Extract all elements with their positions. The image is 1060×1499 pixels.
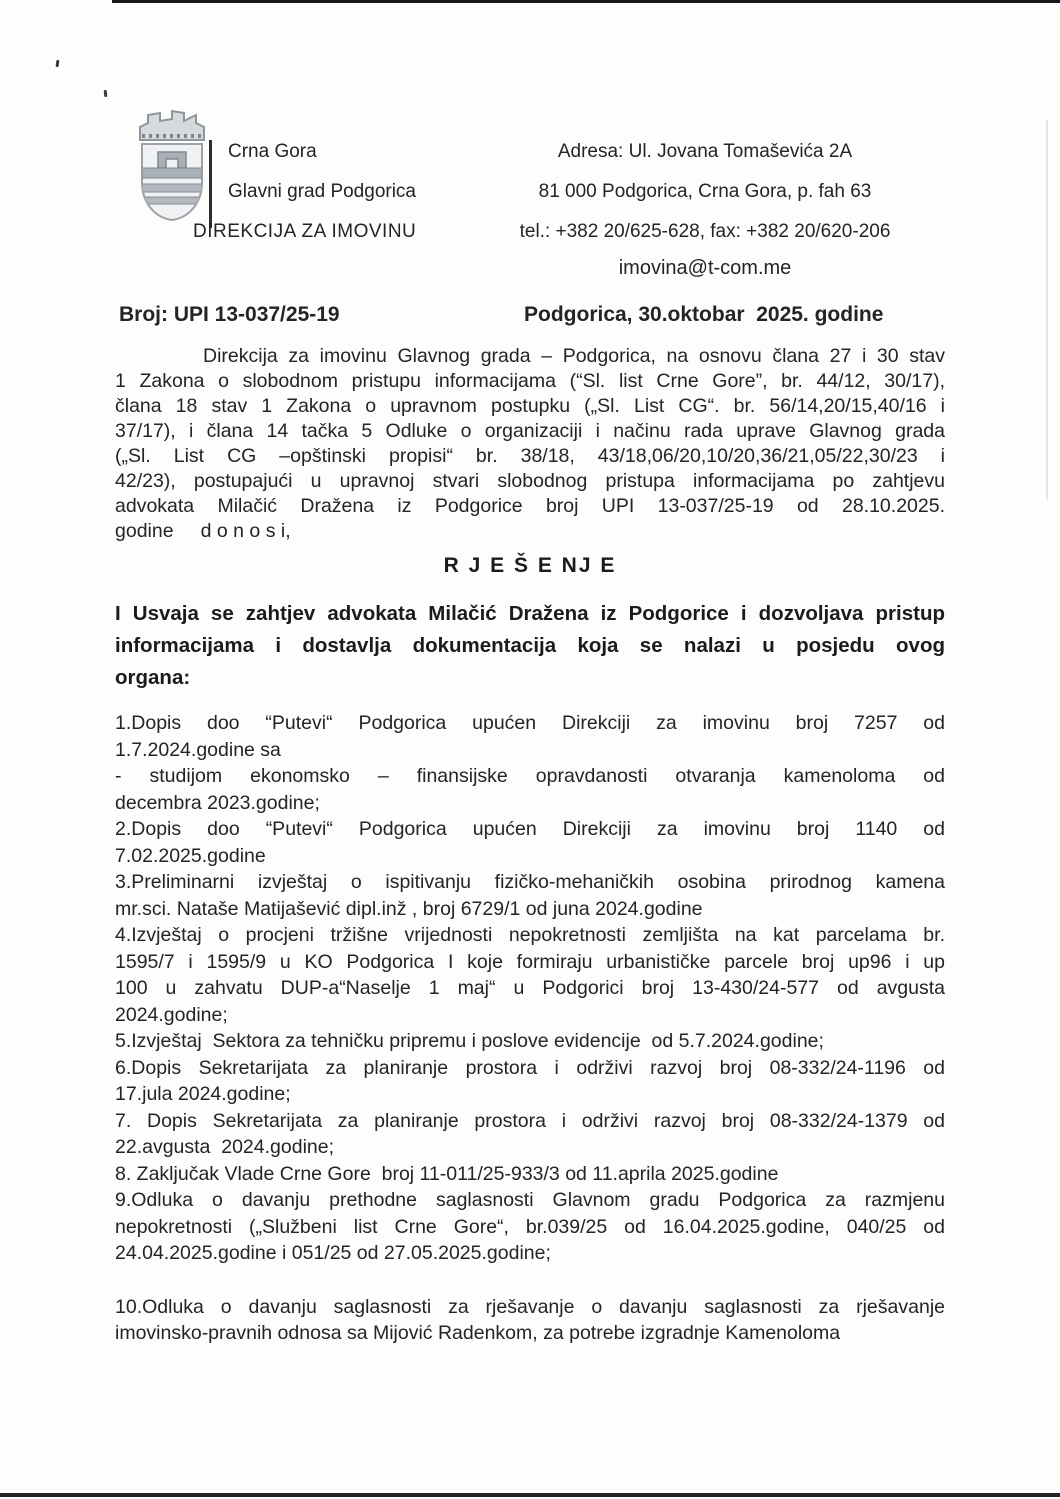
- podgorica-coat-of-arms-icon: [124, 106, 220, 224]
- document-title: R J E Š E NJ E: [443, 554, 617, 577]
- list-line: nepokretnosti („Službeni list Crne Gore“, br.039/25 od 16.04.2025.godine, 040/25 od: [115, 1215, 945, 1238]
- list-line: - studijom ekonomsko – finansijske opravdanosti otvaranja kamenoloma od: [115, 765, 945, 787]
- list-line: 22.avgusta 2024.godine;: [115, 1136, 335, 1158]
- intro-line: 42/23), postupajući u upravnoj stvari slobodnog pristupa informacijama po zahtjevu: [115, 470, 945, 492]
- intro-line: 1 Zakona o slobodnom pristupu informacijama (“Sl. list Crne Gore”, br. 44/12, 30/17),: [115, 370, 945, 392]
- org-department: DIREKCIJA ZA IMOVINU: [193, 221, 417, 242]
- list-line: mr.sci. Nataše Matijašević dipl.inž , broj 6729/1 od juna 2024.godine: [115, 897, 703, 920]
- reference-date-place: Podgorica, 30.oktobar 2025. godine: [524, 303, 884, 326]
- list-line: 2024.godine;: [115, 1003, 228, 1026]
- decision-line: informacijama i dostavlja dokumentacija koja se nalazi u posjedu ovog: [115, 634, 945, 657]
- contact-city: 81 000 Podgorica, Crna Gora, p. fah 63: [538, 181, 872, 202]
- intro-line: („Sl. List CG –opštinski propisi“ br. 38/18, 43/18,06/20,10/20,36/21,05/22,30/23 i: [115, 445, 945, 467]
- decision-line: organa:: [115, 666, 191, 689]
- list-line: 24.04.2025.godine i 051/25 od 27.05.2025.godine;: [115, 1242, 551, 1264]
- list-line: imovinsko-pravnih odnosa sa Mijović Radenkom, za potrebe izgradnje Kamenoloma: [115, 1322, 841, 1344]
- contact-phone-fax: tel.: +382 20/625-628, fax: +382 20/620-206: [519, 221, 891, 242]
- list-line: 7. Dopis Sekretarijata za planiranje prostora i održivi razvoj broj 08-332/24-1379 od: [115, 1109, 945, 1132]
- list-line: 2.Dopis doo “Putevi“ Podgorica upućen Direkciji za imovinu broj 1140 od: [115, 818, 945, 840]
- contact-email: imovina@t-com.me: [618, 257, 792, 279]
- list-line: 3.Preliminarni izvještaj o ispitivanju fizičko-mehaničkih osobina prirodnog kamena: [115, 871, 945, 893]
- list-line: 10.Odluka o davanju saglasnosti za rješavanje o davanju saglasnosti za rješavanje: [115, 1295, 945, 1318]
- org-country: Crna Gora: [228, 141, 317, 162]
- list-line: 6.Dopis Sekretarijata za planiranje prostora i održivi razvoj broj 08-332/24-1196 od: [115, 1056, 945, 1079]
- list-line: 17.jula 2024.godine;: [115, 1083, 291, 1105]
- list-line: 1.Dopis doo “Putevi“ Podgorica upućen Direkciji za imovinu broj 7257 od: [115, 712, 945, 734]
- list-line: 1595/7 i 1595/9 u KO Podgorica I koje formiraju urbanističke parcele broj up96 i up: [115, 950, 945, 973]
- list-line: 8. Zaključak Vlade Crne Gore broj 11-011/25-933/3 od 11.aprila 2025.godine: [115, 1162, 779, 1185]
- intro-line: Direkcija za imovinu Glavnog grada – Podgorica, na osnovu člana 27 i 30 stav: [203, 345, 945, 367]
- document-list: [115, 710, 945, 1347]
- list-line: 1.7.2024.godine sa: [115, 738, 281, 761]
- intro-line: advokata Milačić Dražena iz Podgorice broj UPI 13-037/25-19 od 28.10.2025.: [115, 495, 945, 517]
- intro-line: 37/17), i člana 14 tačka 5 Odluke o organizaciji i načinu rada uprave Glavnog grada: [115, 420, 945, 442]
- intro-line: člana 18 stav 1 Zakona o upravnom postupku („Sl. List CG“. br. 56/14,20/15,40/16 i: [115, 395, 945, 417]
- reference-number: Broj: UPI 13-037/25-19: [119, 303, 340, 326]
- scan-edge-bottom: [0, 1493, 1060, 1497]
- org-city: Glavni grad Podgorica: [228, 181, 416, 202]
- list-line: decembra 2023.godine;: [115, 791, 320, 814]
- intro-paragraph: [115, 344, 945, 544]
- contact-address: Adresa: Ul. Jovana Tomaševića 2A: [557, 141, 853, 162]
- letterhead: [0, 0, 1060, 340]
- document-body: [115, 344, 945, 1347]
- list-line: 4.Izvještaj o procjeni tržišne vrijednosti nepokretnosti zemljišta na kat parcelama br.: [115, 924, 945, 946]
- list-line: 7.02.2025.godine: [115, 844, 266, 867]
- list-line: 100 u zahvatu DUP-a“Naselje 1 maj“ u Podgorici broj 13-430/24-577 od avgusta: [115, 977, 945, 999]
- list-line: 5.Izvještaj Sektora za tehničku pripremu i poslove evidencije od 5.7.2024.godine;: [115, 1030, 824, 1052]
- decision-line: I Usvaja se zahtjev advokata Milačić Dražena iz Podgorice i dozvoljava pristup: [115, 602, 945, 625]
- intro-line: godine d o n o s i,: [115, 520, 291, 542]
- decision-paragraph: [115, 598, 945, 694]
- header-divider-line: [209, 140, 212, 228]
- list-line: 9.Odluka o davanju prethodne saglasnosti Glavnom gradu Podgorica za razmjenu: [115, 1189, 945, 1211]
